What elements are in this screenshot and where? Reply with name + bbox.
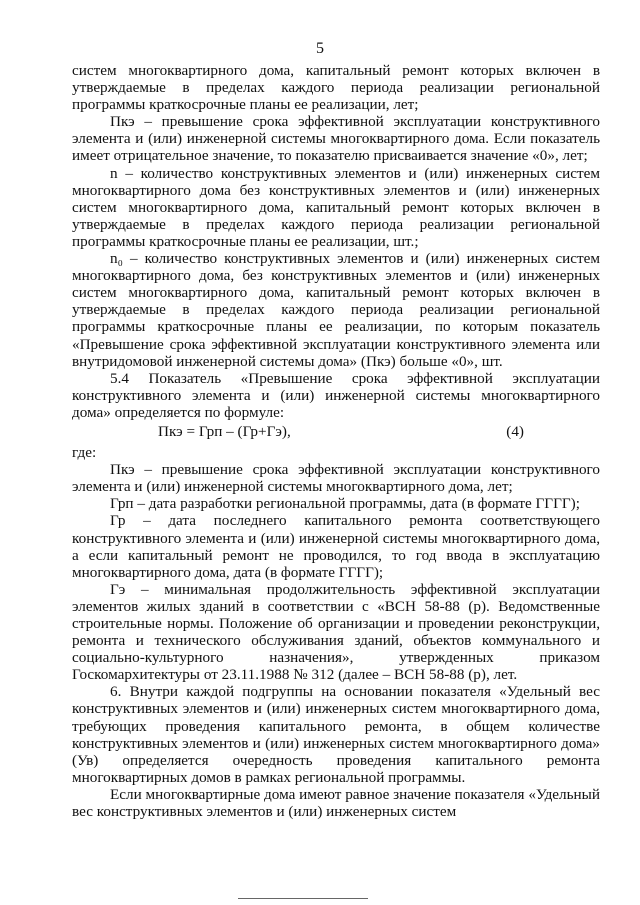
paragraph: 5.4 Показатель «Превышение срока эффективной эксплуатации конструктивного элемента и (или) инженерной системы многоквартирного дома» определяется по формуле:: [72, 369, 600, 421]
definition: Гр – дата последнего капитального ремонта соответствующего конструктивного элемента и (или) инженерной системы многоквартирного дома, а если капитальный ремонт не проводился, то год ввода в эксплуатацию многоквартирного дома, дата (в формате ГГГГ);: [72, 512, 600, 581]
page-number: 5: [316, 40, 324, 57]
definition: Пкэ – превышение срока эффективной эксплуатации конструктивного элемента и (или) инженерной системы многоквартирного дома, лет;: [72, 461, 600, 496]
paragraph: Если многоквартирные дома имеют равное значение показателя «Удельный вес конструктивных элементов и (или) инженерных систем: [72, 785, 600, 821]
document-body: [72, 62, 600, 820]
paragraph: Пкэ – превышение срока эффективной эксплуатации конструктивного элемента и (или) инженерной системы многоквартирного дома. Если показатель имеет отрицательное значение, то показателю присваивается значение «0», лет;: [72, 113, 600, 165]
definition: Гэ – минимальная продолжительность эффективной эксплуатации элементов жилых зданий в соответствии с «ВСН 58-88 (р). Ведомственные строительные нормы. Положение об организации и проведении реконструкции, ремонта и технического обслуживания зданий, объектов коммунального и социально-культурного назначения», утвержденных приказом Госкомархитектуры от 23.11.1988 № 312 (далее – ВСН 58-88 (р), лет.: [72, 580, 600, 684]
formula: [72, 423, 600, 440]
page-bottom-rule: [238, 898, 368, 899]
paragraph: n – количество конструктивных элементов и (или) инженерных систем многоквартирного дома без конструктивных элементов и (или) инженерных систем многоквартирного дома, капитальный ремонт которых включен в утверждаемые в пределах каждого периода реализации региональной программы краткосрочные планы ее реализации, шт.;: [72, 164, 600, 250]
paragraph: 6. Внутри каждой подгруппы на основании показателя «Удельный вес конструктивных элементов и (или) инженерных систем многоквартирного дома, требующих проведения капитального ремонта, в общем количестве конструктивных элементов и (или) инженерных систем многоквартирного дома» (Ув) определяется очередность проведения капитального ремонта многоквартирных домов в рамках региональной программы.: [72, 683, 600, 786]
definition: Грп – дата разработки региональной программы, дата (в формате ГГГГ);: [110, 495, 580, 513]
paragraph: систем многоквартирного дома, капитальный ремонт которых включен в утверждаемые в пределах каждого периода реализации региональной программы краткосрочные планы ее реализации, лет;: [72, 62, 600, 114]
formula-number: (4): [506, 422, 524, 440]
formula-expression: Пкэ = Грп – (Гр+Гэ),: [158, 422, 291, 440]
paragraph: n₀ – количество конструктивных элементов и (или) инженерных систем многоквартирного дома, без конструктивных элементов и (или) инженерных систем многоквартирного дома, капитальный ремонт которых включен в утверждаемые в пределах каждого периода реализации региональной программы краткосрочные планы ее реализации, по которым показатель «Превышение срока эффективной эксплуатации конструктивного элемента или внутридомовой инженерной системы дома» (Пкэ) больше «0», шт.: [72, 250, 600, 370]
where-label: где:: [72, 444, 97, 462]
